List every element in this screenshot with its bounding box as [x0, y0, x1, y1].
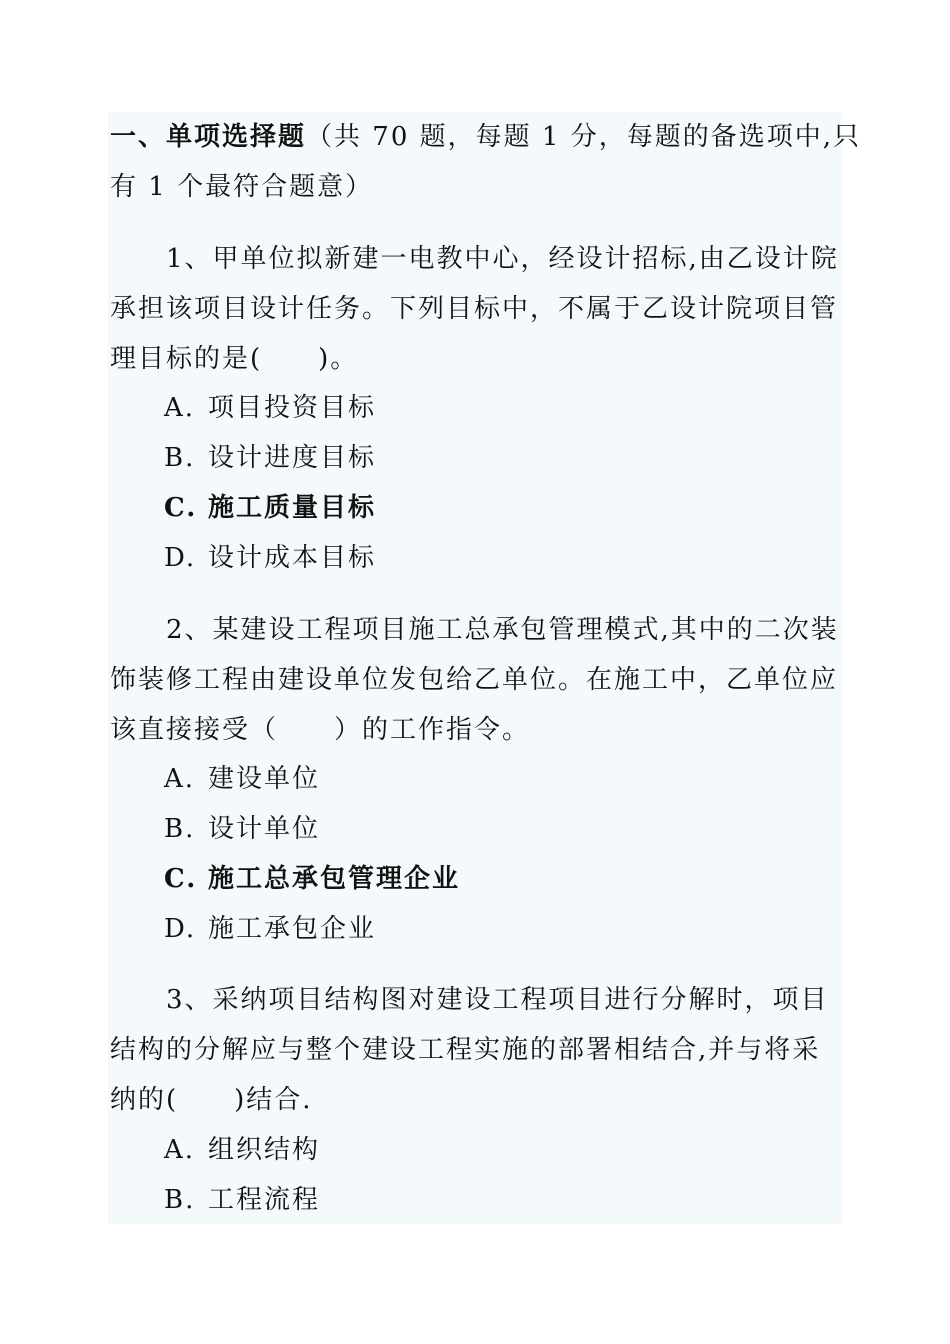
question-3-option-b	[164, 1175, 320, 1225]
option-text: 施工质量目标	[208, 493, 377, 523]
option-letter: A.	[164, 764, 196, 794]
option-text: 项目投资目标	[208, 393, 377, 423]
question-2-option-a	[164, 754, 320, 804]
question-1-option-d	[164, 533, 376, 583]
option-text: 组织结构	[208, 1135, 321, 1165]
section-heading	[110, 112, 861, 212]
option-text: 设计成本目标	[208, 543, 377, 573]
option-letter: B.	[164, 814, 196, 844]
option-letter: C.	[164, 493, 198, 523]
question-3-option-a	[164, 1125, 320, 1175]
question-stem-line: 纳的( )结合.	[110, 1085, 313, 1115]
option-text: 设计进度目标	[208, 443, 377, 473]
option-text: 设计单位	[208, 814, 321, 844]
section-title: 一、单项选择题	[110, 122, 307, 152]
option-text: 施工承包企业	[208, 914, 377, 944]
option-letter: D.	[164, 914, 197, 944]
question-1-option-c-correct	[164, 483, 376, 533]
question-stem-line: 2、某建设工程项目施工总承包管理模式,其中的二次装	[166, 615, 839, 645]
question-stem-line: 承担该项目设计任务。下列目标中，不属于乙设计院项目管	[110, 294, 839, 324]
option-letter: A.	[164, 1135, 196, 1165]
option-letter: B.	[164, 1185, 196, 1215]
question-3-stem	[110, 975, 840, 1125]
question-1-option-a	[164, 383, 376, 433]
question-2-option-b	[164, 804, 320, 854]
question-stem-line: 3、采纳项目结构图对建设工程项目进行分解时，项目	[166, 985, 829, 1015]
option-letter: C.	[164, 864, 198, 894]
section-heading-line-2: 有 1 个最符合题意）	[110, 172, 374, 202]
question-1-stem	[110, 234, 840, 384]
question-stem-line: 该直接接受（ ）的工作指令。	[110, 715, 531, 745]
option-letter: A.	[164, 393, 196, 423]
option-text: 建设单位	[208, 764, 321, 794]
question-stem-line: 饰装修工程由建设单位发包给乙单位。在施工中，乙单位应	[110, 665, 839, 695]
question-2-option-c-correct	[164, 854, 460, 904]
section-note: （共 70 题，每题 1 分，每题的备选项中,只	[306, 122, 861, 152]
question-2-stem	[110, 605, 840, 755]
option-letter: B.	[164, 443, 196, 473]
option-text: 工程流程	[208, 1185, 321, 1215]
question-stem-line: 理目标的是( )。	[110, 344, 359, 374]
question-stem-line: 1、甲单位拟新建一电教中心，经设计招标,由乙设计院	[166, 244, 839, 274]
option-text: 施工总承包管理企业	[208, 864, 461, 894]
question-2-option-d	[164, 904, 376, 954]
question-1-option-b	[164, 433, 376, 483]
question-stem-line: 结构的分解应与整个建设工程实施的部署相结合,并与将采	[110, 1035, 821, 1065]
option-letter: D.	[164, 543, 197, 573]
section-heading-line-1	[110, 112, 861, 162]
